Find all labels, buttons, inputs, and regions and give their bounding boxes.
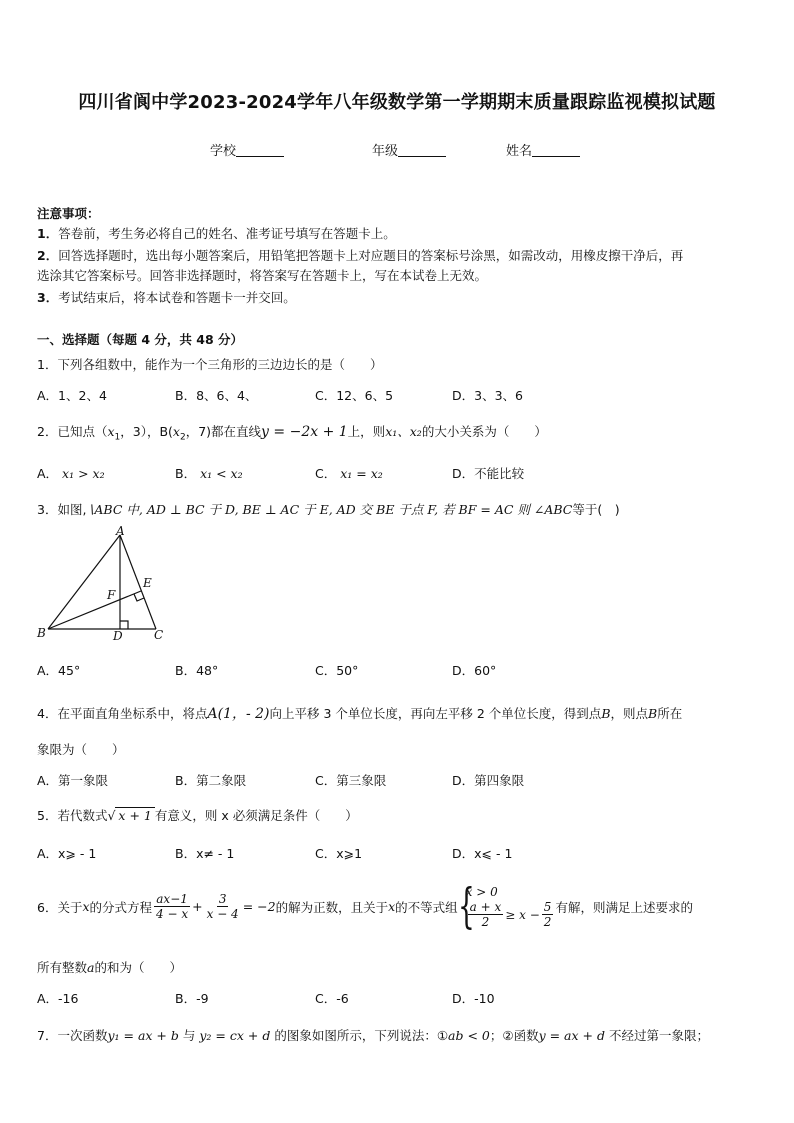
note-2-num: 2． (37, 248, 59, 263)
q4-stem-b: 向上平移 3 个单位长度，再向左平移 2 个单位长度，得到点 (269, 706, 602, 721)
q2-x2: x (172, 424, 180, 439)
q5-radicand: x + 1 (115, 807, 154, 823)
q3-option-d: D．60° (452, 663, 497, 678)
note-3-num: 3． (37, 290, 59, 305)
q2-x1: x (107, 424, 115, 439)
note-1-num: 1． (37, 226, 59, 241)
q3-stem-math: ∖ABC 中, AD ⊥ BC 于 D, BE ⊥ AC 于 E, AD 交 BE 于点 F, 若 BF = AC 则 ∠ABC (86, 502, 573, 517)
q1-stem: 1．下列各组数中，能作为一个三角形的三边边长的是（ ） (37, 357, 383, 372)
q7-yf: y = ax + d (538, 1028, 605, 1043)
school-blank (236, 144, 284, 157)
q6-x2: x (388, 899, 396, 914)
q6-f1-den: 4 − x (156, 907, 189, 921)
note-3-text: 考试结束后，将本试卷和答题卡一并交回。 (58, 290, 296, 305)
label-e: E (143, 576, 152, 590)
grade-blank (398, 144, 446, 157)
q7-stem-a: 7．一次函数 (37, 1028, 108, 1043)
q2-stem-f: 的大小关系为（ ） (421, 424, 547, 439)
q5-stem-a: 5．若代数式 (37, 808, 108, 823)
q1-option-b: B．8、6、4、 (175, 388, 258, 403)
q2-option-d: D．不能比较 (452, 466, 525, 481)
q4-stem-c: ，则点 (610, 706, 649, 721)
q2-c-label: C． (315, 466, 337, 481)
q6-stem-e: 有解，则满足上述要求的 (555, 899, 693, 915)
q2-stem (37, 422, 547, 443)
q2-option-b (175, 464, 243, 482)
q6-option-d: D．-10 (452, 991, 495, 1006)
q4-stem (37, 703, 682, 723)
q7-y1: y₁ = ax + b (107, 1028, 179, 1043)
q6-sys-row-1: x > 0 (465, 885, 498, 899)
q6-sys-num: a + x (469, 900, 502, 914)
right-angle-d (120, 621, 128, 629)
q4-point-b2: B (648, 706, 658, 721)
note-1-text: 答卷前，考生务必将自己的姓名、准考证号填写在答题卡上。 (58, 226, 396, 241)
q7-stem-c: ；②函数 (489, 1028, 539, 1043)
q5-stem-b: 有意义，则 x 必须满足条件（ ） (154, 808, 358, 823)
q6-option-c: C．-6 (315, 991, 349, 1006)
label-c: C (154, 628, 164, 642)
q5-option-a: A．x⩾ - 1 (37, 846, 97, 861)
q3-stem (37, 500, 620, 518)
q7-stem (37, 1026, 709, 1044)
note-2-cont: 选涂其它答案标号。回答非选择题时，将答案写在答题卡上，写在本试卷上无效。 (37, 268, 488, 283)
q3-option-b: B．48° (175, 663, 219, 678)
q1-option-d: D．3、3、6 (452, 388, 523, 403)
q6-stem-cont (37, 958, 182, 976)
q6-sys-frac-2 (542, 900, 554, 929)
q7-stem-d: 不经过第一象限； (608, 1028, 709, 1043)
notes-heading: 注意事项： (37, 206, 100, 221)
q2-c-math: x₁ = x₂ (340, 466, 383, 481)
school-field (210, 140, 284, 159)
q7-stem-b: 的图象如图所示，下列说法：① (274, 1028, 449, 1043)
q5-stem (37, 806, 358, 824)
name-field (506, 140, 580, 159)
q2-option-c (315, 464, 383, 482)
label-f: F (107, 588, 116, 602)
label-d: D (113, 629, 123, 643)
q6-stem-d: 的不等式组 (395, 899, 458, 915)
q6-fraction-1 (154, 892, 190, 921)
q2-a-math: x₁ > x₂ (62, 466, 105, 481)
q6-stem-c: 的解为正数，且关于 (275, 899, 389, 915)
q4-stem-d: 所在 (657, 706, 683, 721)
q6-x: x (82, 899, 90, 914)
q1-option-a: A．1、2、4 (37, 388, 107, 403)
q3-stem-a: 3．如图, (37, 502, 87, 517)
q2-x2-sub: 2 (179, 432, 186, 443)
q1-option-c: C．12、6、5 (315, 388, 394, 403)
q6-eq: = −2 (242, 899, 276, 914)
name-blank (532, 144, 580, 157)
q3-triangle-figure (30, 525, 180, 645)
q6-stem (37, 878, 693, 934)
q4-option-a: A．第一象限 (37, 773, 109, 788)
q2-stem-b: ，3），B( (120, 424, 173, 439)
q4-stem-a: 4．在平面直角坐标系中，将点 (37, 706, 208, 721)
q6-plus: + (192, 899, 203, 914)
q2-stem-d: 上，则 (347, 424, 386, 439)
q6-stem-f: 所有整数 (37, 960, 88, 975)
q4-option-c: C．第三象限 (315, 773, 387, 788)
q7-y2: y₂ = cx + d (199, 1028, 271, 1043)
note-2-text-a: 回答选择题时，选出每小题答案后，用铅笔把答题卡上对应题目的答案标号涂黑，如需改动，用橡皮擦干净后，再 (58, 248, 684, 263)
q2-line-equation: y = −2x + 1 (261, 424, 348, 440)
q2-option-a (37, 464, 105, 482)
q6-sys-den2: 2 (543, 915, 552, 929)
q4-point-b: B (601, 706, 611, 721)
note-1 (37, 224, 396, 242)
q6-f1-num: ax−1 (156, 892, 188, 906)
q6-sys-den: 2 (481, 915, 490, 929)
q6-brace: { (457, 878, 475, 934)
q6-f2-den: x − 4 (206, 907, 239, 921)
label-b: B (37, 626, 46, 640)
q6-stem-g: 的和为（ ） (94, 960, 182, 975)
q2-stem-c: ，7)都在直线 (185, 424, 262, 439)
q6-stem-a: 6．关于 (37, 899, 83, 915)
q6-sys-mid: ≥ x − (505, 907, 540, 922)
q6-sys-num2: 5 (543, 900, 552, 914)
q6-stem-b: 的分式方程 (89, 899, 153, 915)
page-title: 四川省阆中学2023-2024学年八年级数学第一学期期末质量跟踪监视模拟试题 (78, 92, 716, 113)
grade-label: 年级 (372, 144, 399, 159)
q2-b-label: B． (175, 466, 197, 481)
q3-option-a: A．45° (37, 663, 81, 678)
q6-a-var: a (87, 960, 95, 975)
grade-field (372, 140, 446, 159)
q5-option-b: B．x≠ - 1 (175, 846, 235, 861)
q5-option-d: D．x⩽ - 1 (452, 846, 513, 861)
q6-sys-row-2 (466, 900, 556, 929)
note-3 (37, 288, 296, 306)
q4-option-b: B．第二象限 (175, 773, 247, 788)
q6-fraction-2 (205, 892, 241, 921)
q2-b-math: x₁ < x₂ (200, 466, 243, 481)
school-label: 学校 (210, 144, 237, 159)
q6-option-b: B．-9 (175, 991, 209, 1006)
q7-mid: 与 (182, 1028, 196, 1043)
q4-point-a: A(1，- 2) (207, 706, 270, 722)
q4-option-d: D．第四象限 (452, 773, 525, 788)
q6-f2-num: 3 (218, 892, 227, 906)
q2-stem-a: 2．已知点（ (37, 424, 108, 439)
label-a: A (116, 525, 125, 538)
q5-sqrt: √ x + 1 (107, 807, 154, 823)
q2-vars: x₁、x₂ (385, 424, 422, 439)
q2-x1-sub: 1 (114, 432, 121, 443)
q6-inequality-system (457, 878, 556, 934)
name-label: 姓名 (506, 144, 533, 159)
q7-ab: ab < 0 (448, 1028, 490, 1043)
q2-a-label: A． (37, 466, 59, 481)
q4-stem-cont: 象限为（ ） (37, 742, 125, 757)
note-2 (37, 246, 683, 264)
q3-option-c: C．50° (315, 663, 359, 678)
section-title: 一、选择题（每题 4 分，共 48 分） (37, 332, 244, 347)
q5-option-c: C．x⩾1 (315, 846, 363, 861)
q3-stem-b: 等于( ) (572, 502, 620, 517)
q6-option-a: A．-16 (37, 991, 79, 1006)
